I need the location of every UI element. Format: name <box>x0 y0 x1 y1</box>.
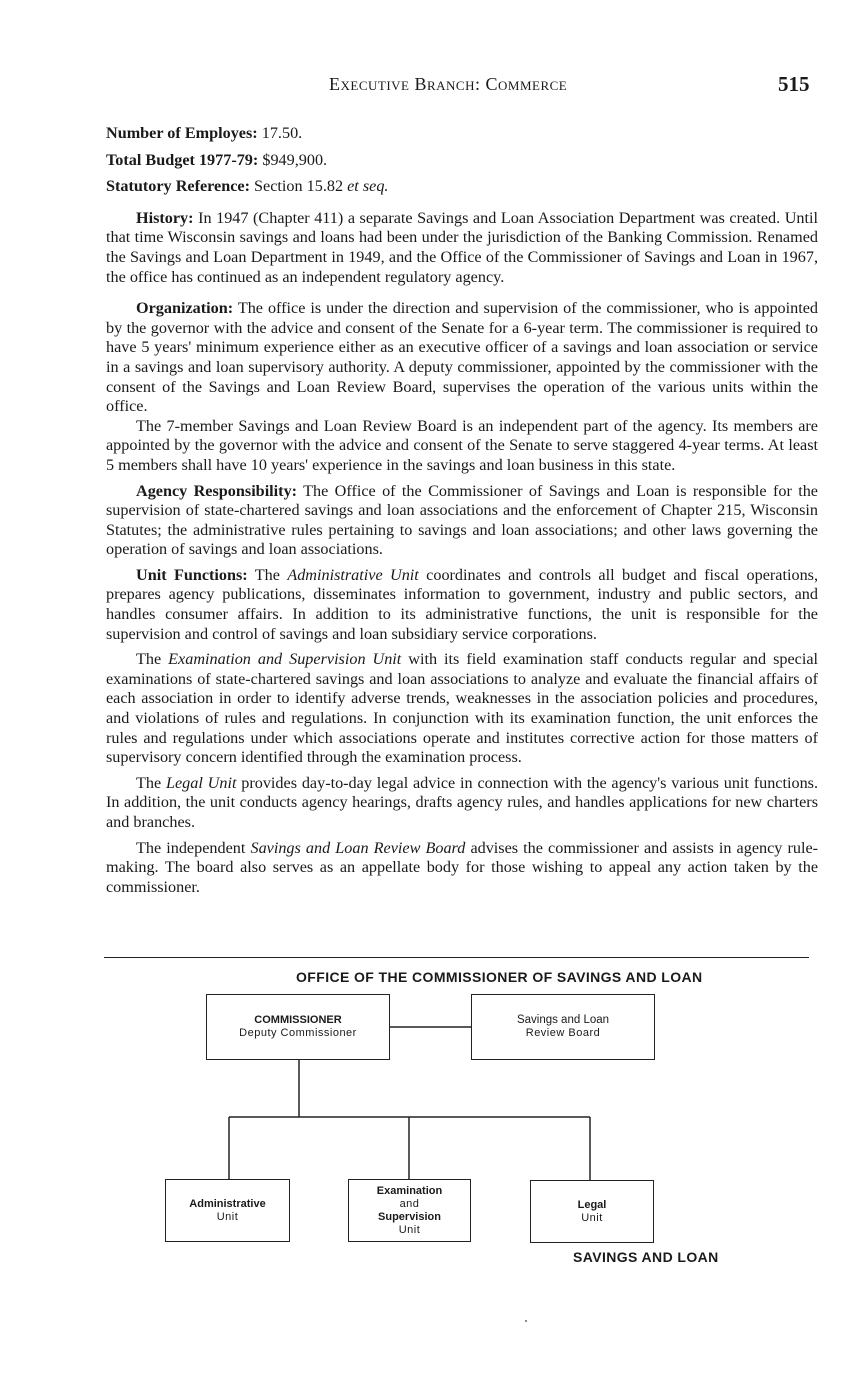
legal-text: provides day-to-day legal advice in connection with the agency's various unit functions. In addition, the unit conducts agency hearings, drafts agency rules, and handles applications for new charters and branches. <box>106 773 819 831</box>
examination-unit-box <box>348 1179 471 1242</box>
examination-unit-line1: Examination <box>376 1184 443 1197</box>
responsibility-text: The Office of the Commissioner of Savings and Loan is responsible for the supervision of state-chartered savings and loan associations and the enforcement of Chapter 215, Wisconsin Statutes; the administrative rules pertaining to savings and loan associations; and other laws governing the operation of savings and loan associations. <box>106 481 818 559</box>
exam-paragraph <box>106 650 818 768</box>
print-speck <box>525 1320 527 1322</box>
commissioner-box <box>206 994 390 1060</box>
statutory-line <box>106 177 818 197</box>
organization-text: The office is under the direction and supervision of the commissioner, who is appointed by the governor with the advice and consent of the Senate for a 6-year term. The commissioner is required to have 5 years' minimum experience either as an executive officer of a savings and loan association or service in a savings and loan supervisory authority. A deputy commissioner, appointed by the commissioner with the consent of the Savings and Loan Review Board, supervises the operation of the various units within the office. <box>106 299 818 416</box>
history-text: In 1947 (Chapter 411) a separate Savings and Loan Association Department was created. Until that time Wisconsin savings and loans had been under the jurisdiction of the Banking Commission. Renamed the Savings and Loan Department in 1949, and the Office of the Commissioner of Savings and Loan in 1967, the office has continued as an independent regulatory agency. <box>106 208 818 286</box>
budget-line <box>106 151 818 171</box>
body-text <box>106 124 818 897</box>
examination-unit-line3: Supervision <box>378 1210 441 1223</box>
functions-paragraph <box>106 566 818 644</box>
examination-unit-line4: Unit <box>398 1223 421 1236</box>
functions-text: coordinates and controls all budget and fiscal operations, prepares agency publications, disseminates information to government, industry and public sectors, and handles consumer affairs. In addition to its administrative functions, the unit is responsible for the supervision and control of savings and loan subsidiary service corporations. <box>106 565 819 643</box>
org-chart-title: OFFICE OF THE COMMISSIONER OF SAVINGS AND LOAN <box>296 969 703 985</box>
board-unit: Savings and Loan Review Board <box>250 838 466 857</box>
review-board-box <box>471 994 655 1060</box>
review-board-line1: Savings and Loan <box>516 1013 610 1026</box>
board-text: advises the commissioner and assists in agency rule-making. The board also serves as an appellate body for those wishing to appeal any action taken by the commissioner. <box>106 838 819 896</box>
functions-lead: The <box>254 565 280 584</box>
legal-unit-line2: Unit <box>581 1211 603 1224</box>
review-board-paragraph <box>106 417 818 476</box>
exam-unit: Examination and Supervision Unit <box>168 650 402 669</box>
responsibility-paragraph <box>106 482 818 560</box>
legal-lead: The <box>136 773 162 792</box>
page-number: 515 <box>778 72 810 96</box>
budget-label: Total Budget 1977-79: <box>106 150 259 169</box>
exam-text: with its field examination staff conducts regular and special examinations of state-chartered savings and loan associations to analyze and evaluate the financial affairs of each association in order to identify adverse trends, weaknesses in the association policies and procedures, and violations of rules and regulations. In conjunction with its examination function, the unit enforces the rules and regulations under which associations operate and institutes corrective action for those matters of supervisory concern identified through the examination process. <box>106 650 819 767</box>
statutory-suffix: et seq. <box>347 177 389 196</box>
review-board-line2: Review Board <box>525 1027 601 1040</box>
legal-unit: Legal Unit <box>165 773 237 792</box>
legal-unit-box <box>530 1180 654 1243</box>
responsibility-label: Agency Responsibility: <box>136 481 298 500</box>
review-board-text: The 7-member Savings and Loan Review Board is an independent part of the agency. Its members are appointed by the governor with the advice and consent of the Senate to serve staggered 4-year terms. At least 5 members shall have 10 years' experience in the savings and loan business in this state. <box>106 416 818 474</box>
board-lead: The independent <box>136 838 246 857</box>
administrative-unit-line1: Administrative <box>189 1197 266 1210</box>
exam-lead: The <box>136 650 162 669</box>
legal-paragraph <box>106 774 818 833</box>
employees-label: Number of Employes: <box>106 124 258 142</box>
administrative-unit-box <box>165 1179 290 1242</box>
commissioner-title: COMMISSIONER <box>254 1014 342 1026</box>
budget-value: $949,900. <box>262 150 328 169</box>
examination-unit-line2: and <box>399 1197 420 1210</box>
functions-unit: Administrative Unit <box>287 565 419 584</box>
running-title: Executive Branch: Commerce <box>329 74 568 94</box>
employees-line <box>106 124 818 144</box>
organization-label: Organization: <box>136 299 234 318</box>
section-divider <box>104 957 809 958</box>
administrative-unit-line2: Unit <box>216 1210 239 1223</box>
history-label: History: <box>136 208 194 227</box>
legal-unit-line1: Legal <box>577 1198 607 1211</box>
deputy-commissioner-label: Deputy Commissioner <box>239 1027 357 1039</box>
employees-value: 17.50. <box>261 124 303 142</box>
history-paragraph <box>106 209 818 287</box>
org-chart-footer: SAVINGS AND LOAN <box>573 1249 719 1265</box>
statutory-label: Statutory Reference: <box>106 177 250 196</box>
board-paragraph <box>106 839 818 898</box>
functions-label: Unit Functions: <box>136 565 248 584</box>
statutory-value: Section 15.82 <box>254 177 344 196</box>
organization-paragraph <box>106 299 818 417</box>
running-head <box>0 74 859 100</box>
